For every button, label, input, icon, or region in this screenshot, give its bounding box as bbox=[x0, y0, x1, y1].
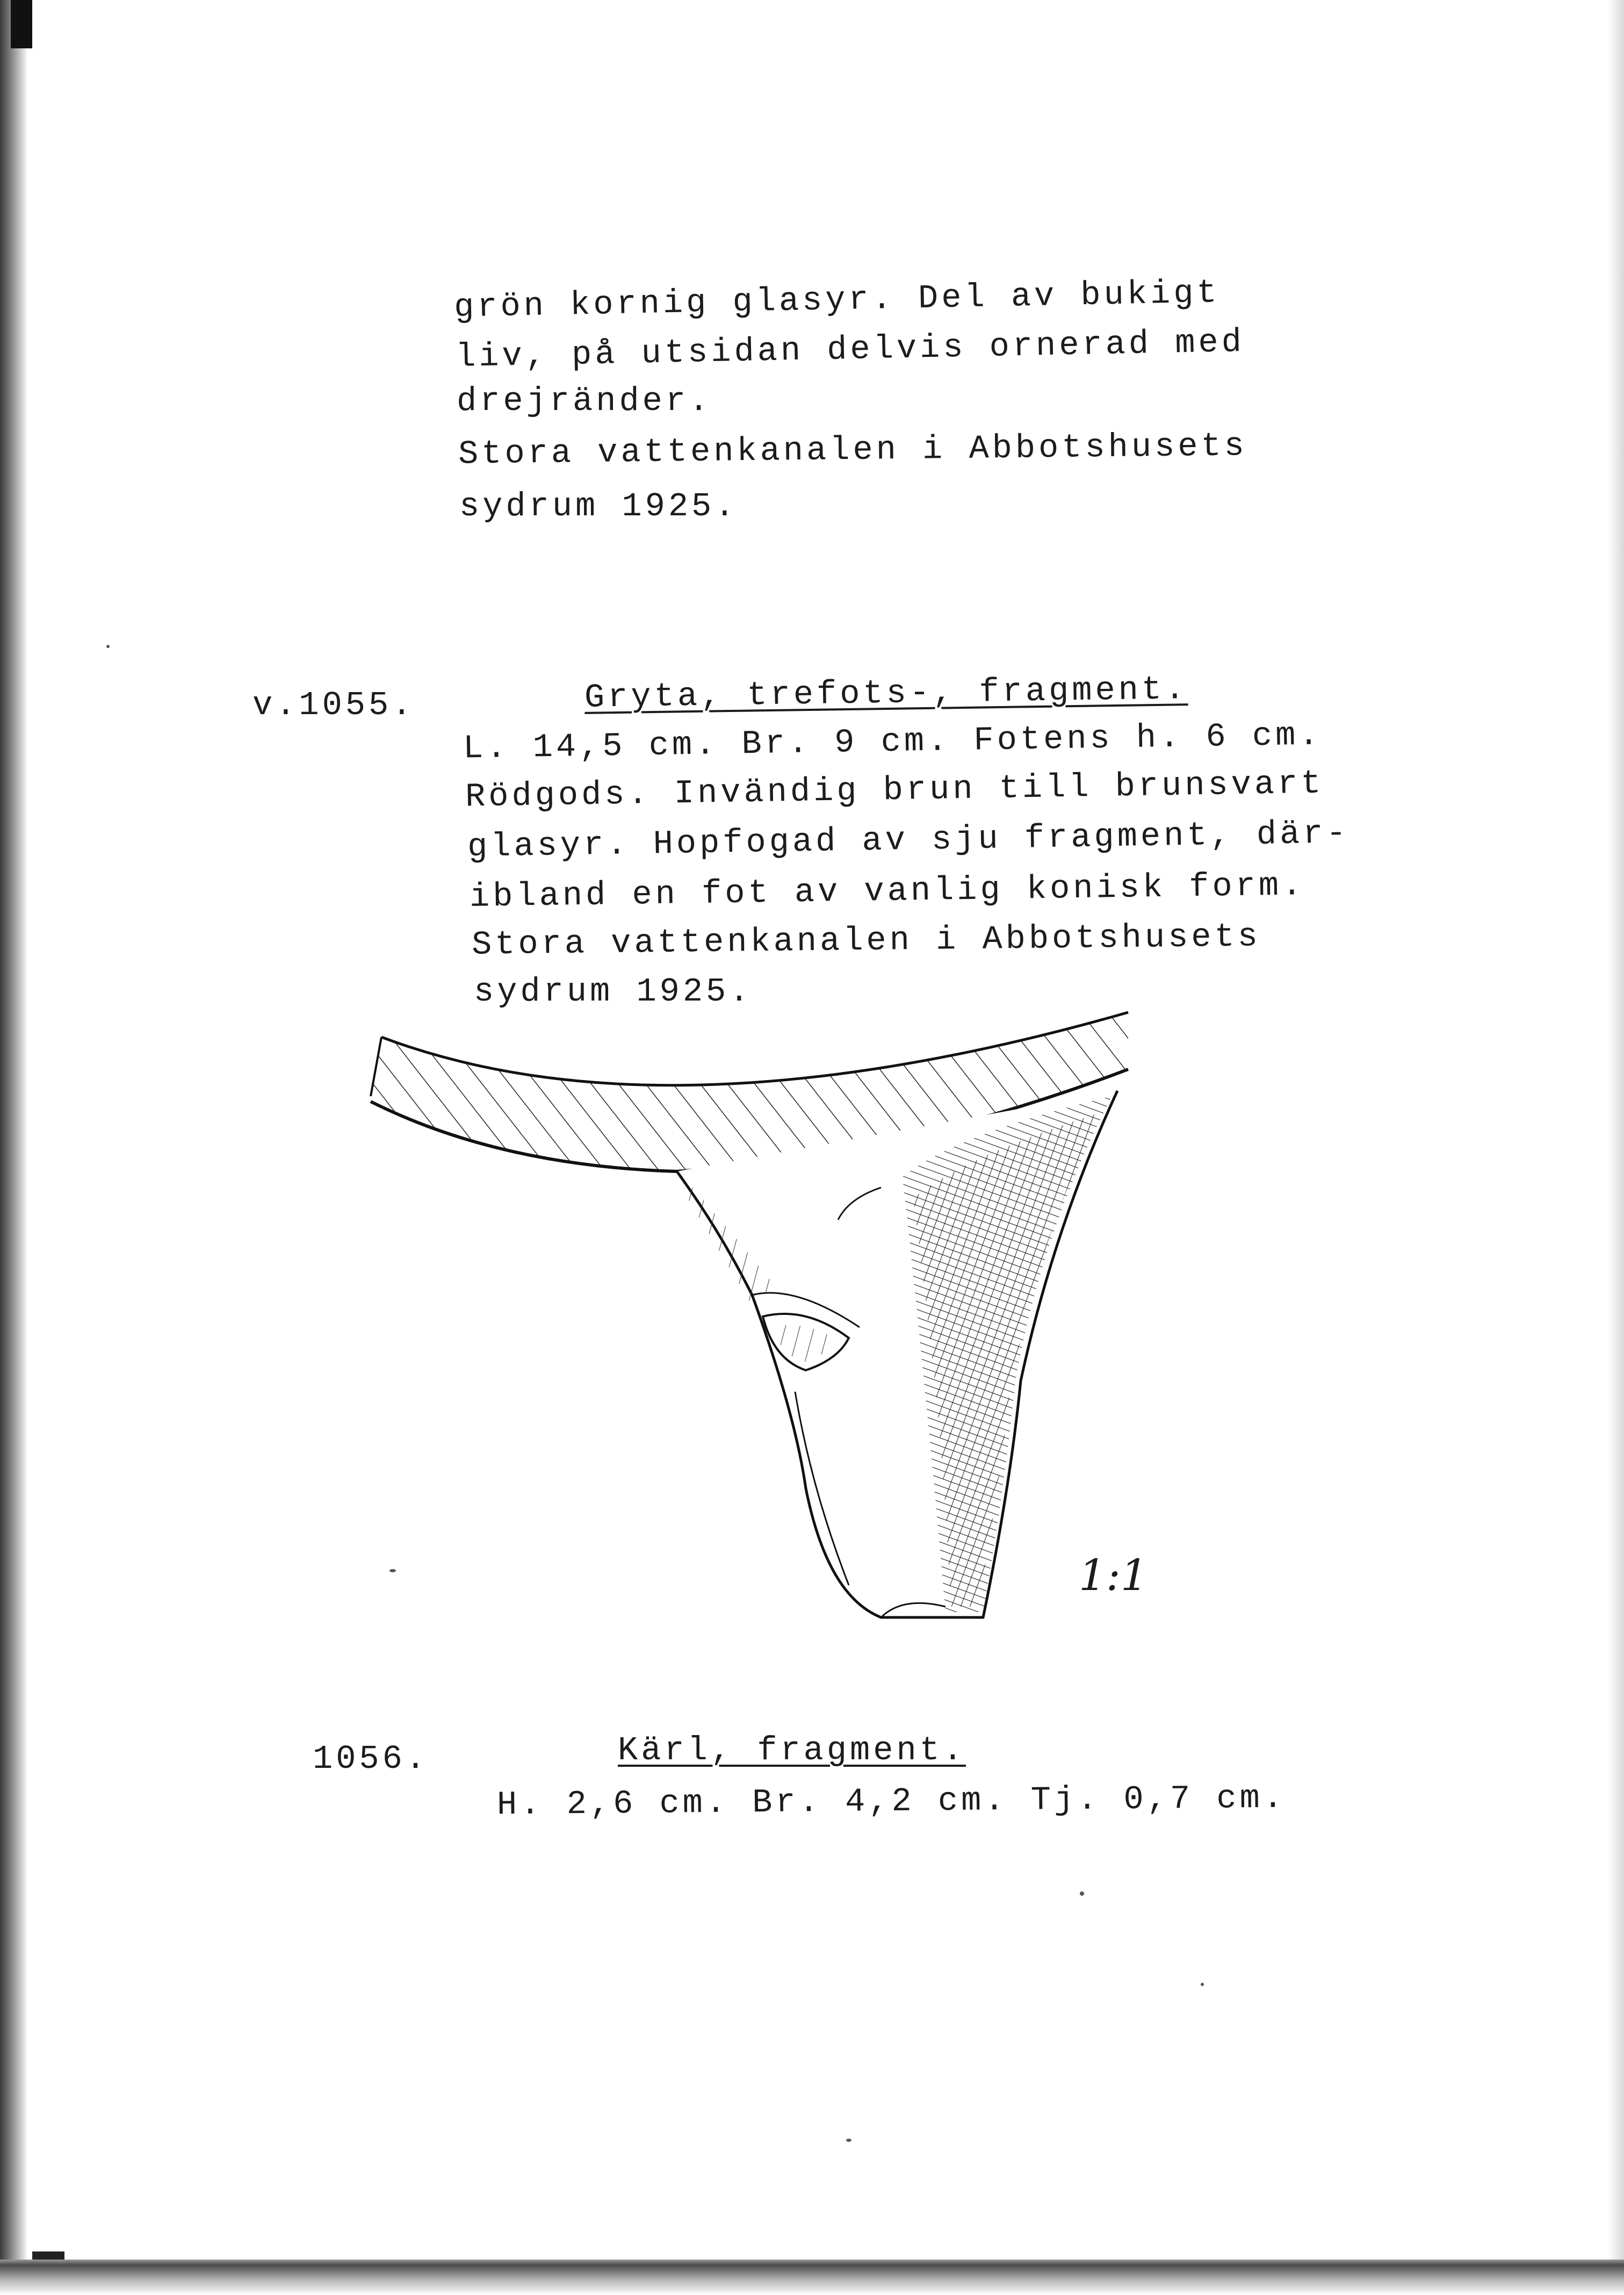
pot-fragment-drawing bbox=[365, 1005, 1150, 1628]
entry-1055-line-4: ibland en fot av vanlig konisk form. bbox=[469, 866, 1305, 916]
page-bottom-edge bbox=[0, 2260, 1624, 2295]
continuation-line-1: grön kornig glasyr. Del av bukigt bbox=[453, 274, 1221, 327]
entry-1055-line-2: Rödgods. Invändig brun till brunsvart bbox=[465, 764, 1325, 816]
entry-1055-line-3: glasyr. Hopfogad av sju fragment, där- bbox=[467, 814, 1350, 866]
entry-1055-line-1: L. 14,5 cm. Br. 9 cm. Fotens h. 6 cm. bbox=[463, 716, 1323, 768]
continuation-line-3: drejränder. bbox=[457, 382, 712, 420]
scan-speck bbox=[846, 2139, 851, 2142]
entry-1056-title: Kärl, fragment. bbox=[618, 1731, 966, 1769]
continuation-line-2: liv, på utsidan delvis ornerad med bbox=[455, 322, 1245, 377]
scan-speck bbox=[1080, 1891, 1084, 1896]
entry-1056-number: 1056. bbox=[313, 1740, 429, 1778]
continuation-line-5: sydrum 1925. bbox=[459, 487, 738, 526]
entry-1055-number: v.1055. bbox=[252, 686, 415, 724]
entry-1055-title: Gryta, trefots-, fragment. bbox=[584, 670, 1188, 717]
continuation-line-4: Stora vattenkanalen i Abbotshusets bbox=[458, 427, 1248, 473]
binding-mark-top bbox=[11, 0, 32, 48]
scale-label: 1:1 bbox=[1079, 1550, 1148, 1600]
page-right-edge bbox=[1608, 0, 1624, 2295]
entry-1055-line-6: sydrum 1925. bbox=[474, 973, 753, 1011]
page-left-edge bbox=[0, 0, 28, 2295]
scan-speck bbox=[1201, 1983, 1204, 1986]
entry-1056-line-1: H. 2,6 cm. Br. 4,2 cm. Tj. 0,7 cm. bbox=[496, 1779, 1287, 1824]
scan-speck bbox=[106, 645, 110, 648]
scan-speck bbox=[389, 1569, 396, 1572]
entry-1055-line-5: Stora vattenkanalen i Abbotshusets bbox=[471, 917, 1261, 964]
